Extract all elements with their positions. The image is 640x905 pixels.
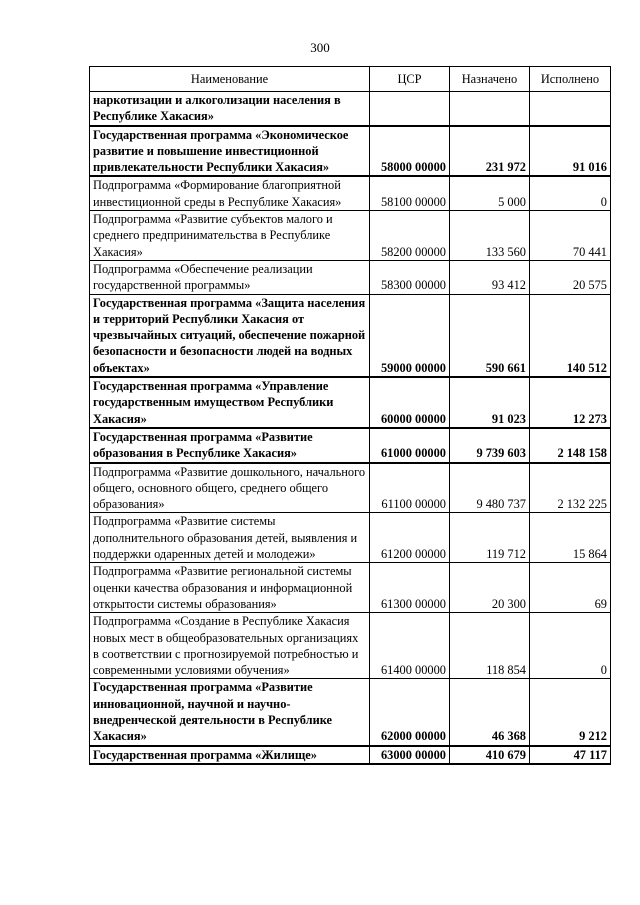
cell-name: Подпрограмма «Создание в Республике Хакасия новых мест в общеобразовательных организациях в соответствии с прогнозируемой потребностью и современными условиями обучения»	[90, 613, 370, 679]
cell-executed	[530, 92, 611, 126]
cell-planned: 93 412	[450, 260, 530, 294]
cell-csr: 61100 00000	[370, 463, 450, 513]
table-row	[90, 613, 611, 679]
table-row	[90, 679, 611, 746]
table-row	[90, 463, 611, 513]
table-row	[90, 377, 611, 428]
table-row	[90, 260, 611, 294]
page-number: 300	[310, 40, 330, 55]
header-planned: Назначено	[450, 67, 530, 92]
cell-name: Государственная программа «Защита населения и территорий Республики Хакасия от чрезвычайных ситуаций, обеспечение пожарной безопасности и безопасности людей на водных объектах»	[90, 294, 370, 377]
cell-planned: 9 739 603	[450, 428, 530, 463]
header-name: Наименование	[90, 67, 370, 92]
cell-executed: 2 148 158	[530, 428, 611, 463]
budget-table	[89, 66, 611, 765]
table-header-row	[90, 67, 611, 92]
cell-executed: 20 575	[530, 260, 611, 294]
header-executed: Исполнено	[530, 67, 611, 92]
table-row	[90, 211, 611, 261]
cell-planned: 5 000	[450, 176, 530, 210]
cell-name: Государственная программа «Развитие образования в Республике Хакасия»	[90, 428, 370, 463]
cell-csr: 63000 00000	[370, 746, 450, 764]
cell-planned: 91 023	[450, 377, 530, 428]
cell-name: Подпрограмма «Развитие субъектов малого и среднего предпринимательства в Республике Хакасия»	[90, 211, 370, 261]
cell-csr: 60000 00000	[370, 377, 450, 428]
cell-name: Подпрограмма «Развитие региональной системы оценки качества образования и информационной открытости системы образования»	[90, 563, 370, 613]
cell-name: Государственная программа «Управление государственным имуществом Республики Хакасия»	[90, 377, 370, 428]
cell-planned: 133 560	[450, 211, 530, 261]
cell-planned: 590 661	[450, 294, 530, 377]
table-row	[90, 126, 611, 177]
cell-planned	[450, 92, 530, 126]
table-row	[90, 513, 611, 563]
cell-planned: 231 972	[450, 126, 530, 177]
cell-name: Государственная программа «Жилище»	[90, 746, 370, 764]
cell-csr: 61400 00000	[370, 613, 450, 679]
table-row	[90, 294, 611, 377]
cell-csr: 61000 00000	[370, 428, 450, 463]
cell-executed: 2 132 225	[530, 463, 611, 513]
cell-executed: 47 117	[530, 746, 611, 764]
cell-planned: 20 300	[450, 563, 530, 613]
table-row	[90, 563, 611, 613]
cell-name: Государственная программа «Развитие инновационной, научной и научно-внедренческой деятельности в Республике Хакасия»	[90, 679, 370, 746]
cell-executed: 0	[530, 613, 611, 679]
cell-csr: 61200 00000	[370, 513, 450, 563]
table-row	[90, 746, 611, 764]
cell-executed: 0	[530, 176, 611, 210]
cell-planned: 119 712	[450, 513, 530, 563]
cell-executed: 70 441	[530, 211, 611, 261]
cell-csr: 61300 00000	[370, 563, 450, 613]
cell-name: наркотизации и алкоголизации населения в Республике Хакасия»	[90, 92, 370, 126]
cell-name: Государственная программа «Экономическое развитие и повышение инвестиционной привлекательности Республики Хакасия»	[90, 126, 370, 177]
header-csr: ЦСР	[370, 67, 450, 92]
cell-planned: 46 368	[450, 679, 530, 746]
cell-csr: 58000 00000	[370, 126, 450, 177]
cell-name: Подпрограмма «Обеспечение реализации государственной программы»	[90, 260, 370, 294]
cell-csr: 59000 00000	[370, 294, 450, 377]
cell-csr: 62000 00000	[370, 679, 450, 746]
cell-executed: 12 273	[530, 377, 611, 428]
table-row	[90, 176, 611, 210]
cell-csr	[370, 92, 450, 126]
cell-planned: 410 679	[450, 746, 530, 764]
cell-executed: 9 212	[530, 679, 611, 746]
cell-name: Подпрограмма «Развитие дошкольного, начального общего, основного общего, среднего общего образования»	[90, 463, 370, 513]
cell-executed: 140 512	[530, 294, 611, 377]
cell-csr: 58200 00000	[370, 211, 450, 261]
cell-planned: 118 854	[450, 613, 530, 679]
table-row	[90, 92, 611, 126]
cell-name: Подпрограмма «Развитие системы дополнительного образования детей, выявления и поддержки одаренных детей и молодежи»	[90, 513, 370, 563]
table-body	[90, 92, 611, 764]
cell-executed: 91 016	[530, 126, 611, 177]
cell-name: Подпрограмма «Формирование благоприятной инвестиционной среды в Республике Хакасия»	[90, 176, 370, 210]
cell-csr: 58300 00000	[370, 260, 450, 294]
table-row	[90, 428, 611, 463]
cell-executed: 69	[530, 563, 611, 613]
cell-executed: 15 864	[530, 513, 611, 563]
cell-planned: 9 480 737	[450, 463, 530, 513]
cell-csr: 58100 00000	[370, 176, 450, 210]
